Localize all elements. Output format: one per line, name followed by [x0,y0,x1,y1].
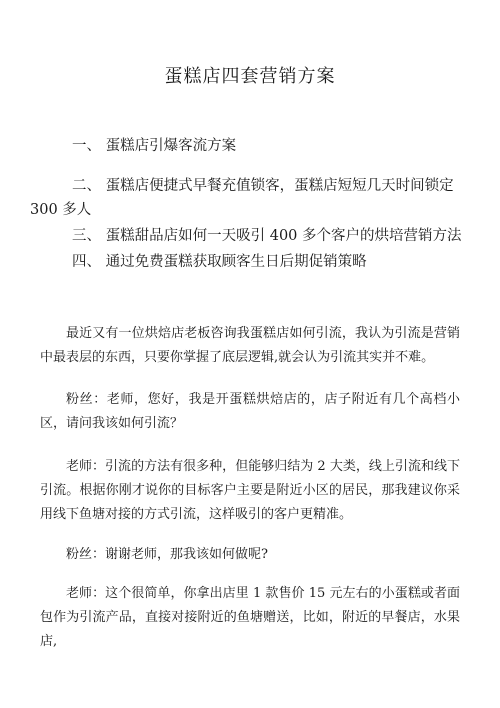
document-title: 蛋糕店四套营销方案 [164,66,336,87]
body-paragraph: 粉丝：谢谢老师，那我该如何做呢? [66,547,268,562]
toc-item-4: 四、 通过免费蛋糕获取顾客生日后期促销策略 [72,254,367,270]
toc-item-1: 一、 蛋糕店引爆客流方案 [72,138,237,154]
body-paragraph: 老师：这个很简单，你拿出店里 1 款售价 15 元左右的小蛋糕或者面包作为引流产品，直接对接附近的鱼塘赠送，比如，附近的早餐店，水果店, [40,586,460,649]
body-paragraph: 最近又有一位烘焙店老板咨询我蛋糕店如何引流，我认为引流是营销中最表层的东西，只要你掌握了底层逻辑,就会认为引流其实并不难。 [40,326,460,365]
toc-item-2-continued: 300 多人 [30,202,92,218]
toc-item-2: 二、 蛋糕店便捷式早餐充值锁客，蛋糕店短短几天时间锁定 [72,178,454,194]
toc-item-3: 三、 蛋糕甜品店如何一天吸引 400 多个客户的烘培营销方法 [72,228,462,244]
body-paragraph: 老师：引流的方法有很多种，但能够归结为 2 大类，线上引流和线下引流。根据你刚才说你的目标客户主要是附近小区的居民，那我建议你采用线下鱼塘对接的方式引流，这样吸引的客户更精准。 [40,459,460,522]
body-paragraph: 粉丝：老师，您好，我是开蛋糕烘焙店的，店子附近有几个高档小区，请问我该如何引流？ [40,392,460,431]
